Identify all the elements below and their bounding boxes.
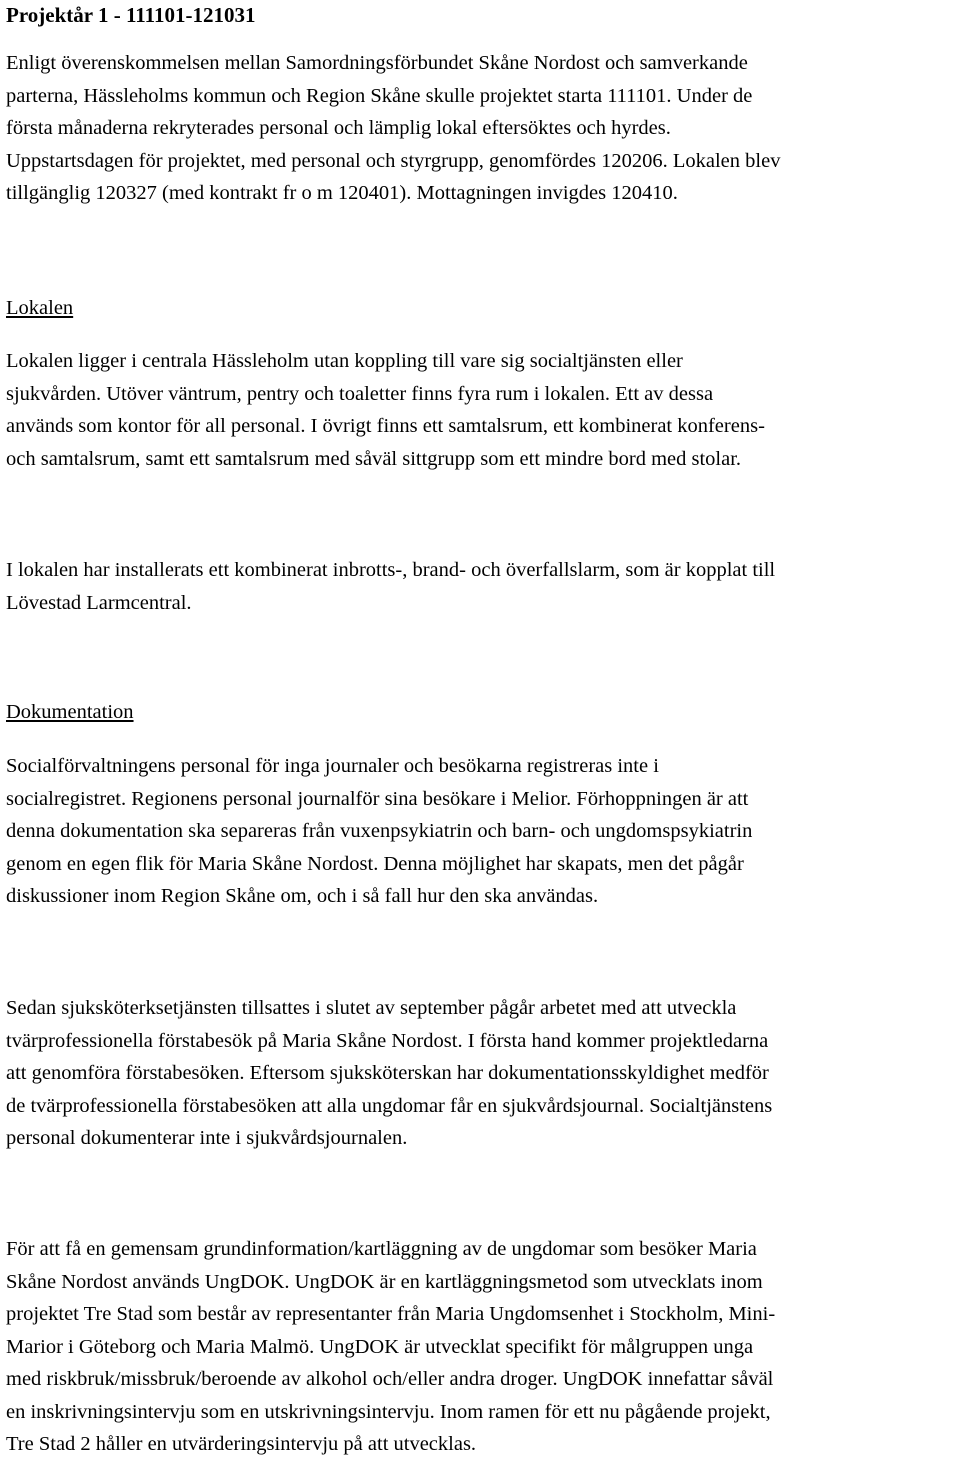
dokumentation-paragraph-3 <box>6 1233 954 1461</box>
section-heading-dokumentation: Dokumentation <box>6 701 134 723</box>
text-line: används som kontor för all personal. I övrigt finns ett samtalsrum, ett kombinerat konferens- <box>6 415 765 437</box>
text-line: denna dokumentation ska separeras från vuxenpsykiatrin och barn- och ungdomspsykiatrin <box>6 820 753 842</box>
text-line: första månaderna rekryterades personal och lämplig lokal eftersöktes och hyrdes. <box>6 117 671 139</box>
text-line: personal dokumenterar inte i sjukvårdsjournalen. <box>6 1127 408 1149</box>
dokumentation-paragraph-1 <box>6 750 954 913</box>
document-title: Projektår 1 - 111101-121031 <box>6 3 256 27</box>
intro-paragraph <box>6 47 954 210</box>
section-heading-lokalen: Lokalen <box>6 297 74 319</box>
text-line: socialregistret. Regionens personal journalför sina besökare i Melior. Förhoppningen är att <box>6 787 749 810</box>
lokalen-paragraph-1 <box>6 345 954 475</box>
text-line: sjukvården. Utöver väntrum, pentry och toaletter finns fyra rum i lokalen. Ett av dessa <box>6 382 714 405</box>
text-line: Marior i Göteborg och Maria Malmö. UngDOK är utvecklat specifikt för målgruppen unga <box>6 1335 754 1358</box>
text-line: Enligt överenskommelsen mellan Samordningsförbundet Skåne Nordost och samverkande <box>6 52 748 74</box>
text-line: Lövestad Larmcentral. <box>6 591 192 614</box>
text-line: I lokalen har installerats ett kombinerat inbrotts-, brand- och överfallslarm, som är kopplat till <box>6 559 776 581</box>
text-line: tillgänglig 120327 (med kontrakt fr o m 120401). Mottagningen invigdes 120410. <box>6 182 678 204</box>
text-line: Skåne Nordost används UngDOK. UngDOK är en kartläggningsmetod som utvecklats inom <box>6 1270 763 1293</box>
text-line: Socialförvaltningens personal för inga journaler och besökarna registreras inte i <box>6 755 659 777</box>
text-line: Tre Stad 2 håller en utvärderingsintervju på att utvecklas. <box>6 1433 477 1455</box>
text-line: Lokalen ligger i centrala Hässleholm utan koppling till vare sig socialtjänsten eller <box>6 350 683 372</box>
text-line: en inskrivningsintervju som en utskrivningsintervju. Inom ramen för ett nu pågående projekt, <box>6 1400 771 1423</box>
text-line: För att få en gemensam grundinformation/kartläggning av de ungdomar som besöker Maria <box>6 1238 757 1260</box>
text-line: med riskbruk/missbruk/beroende av alkohol och/eller andra droger. UngDOK innefattar såväl <box>6 1368 774 1390</box>
text-line: parterna, Hässleholms kommun och Region Skåne skulle projektet starta 111101. Under de <box>6 84 753 107</box>
text-line: och samtalsrum, samt ett samtalsrum med såväl sittgrupp som ett mindre bord med stolar. <box>6 447 742 470</box>
text-line: de tvärprofessionella förstabesöken att alla ungdomar får en sjukvårdsjournal. Socialtjänstens <box>6 1094 773 1117</box>
text-line: Uppstartsdagen för projektet, med personal och styrgrupp, genomfördes 120206. Lokalen blev <box>6 149 781 172</box>
text-line: att genomföra förstabesöken. Eftersom sjuksköterskan har dokumentationsskyldighet medför <box>6 1062 769 1084</box>
lokalen-paragraph-2 <box>6 554 954 619</box>
text-line: projektet Tre Stad som består av representanter från Maria Ungdomsenhet i Stockholm, Mini- <box>6 1303 776 1325</box>
text-line: genom en egen flik för Maria Skåne Nordost. Denna möjlighet har skapats, men det pågår <box>6 852 744 875</box>
text-line: Sedan sjuksköterksetjänsten tillsattes i slutet av september pågår arbetet med att utveckla <box>6 997 737 1019</box>
text-line: tvärprofessionella förstabesök på Maria Skåne Nordost. I första hand kommer projektledarna <box>6 1029 769 1052</box>
dokumentation-paragraph-2 <box>6 992 954 1155</box>
text-line: diskussioner inom Region Skåne om, och i så fall hur den ska användas. <box>6 885 599 907</box>
